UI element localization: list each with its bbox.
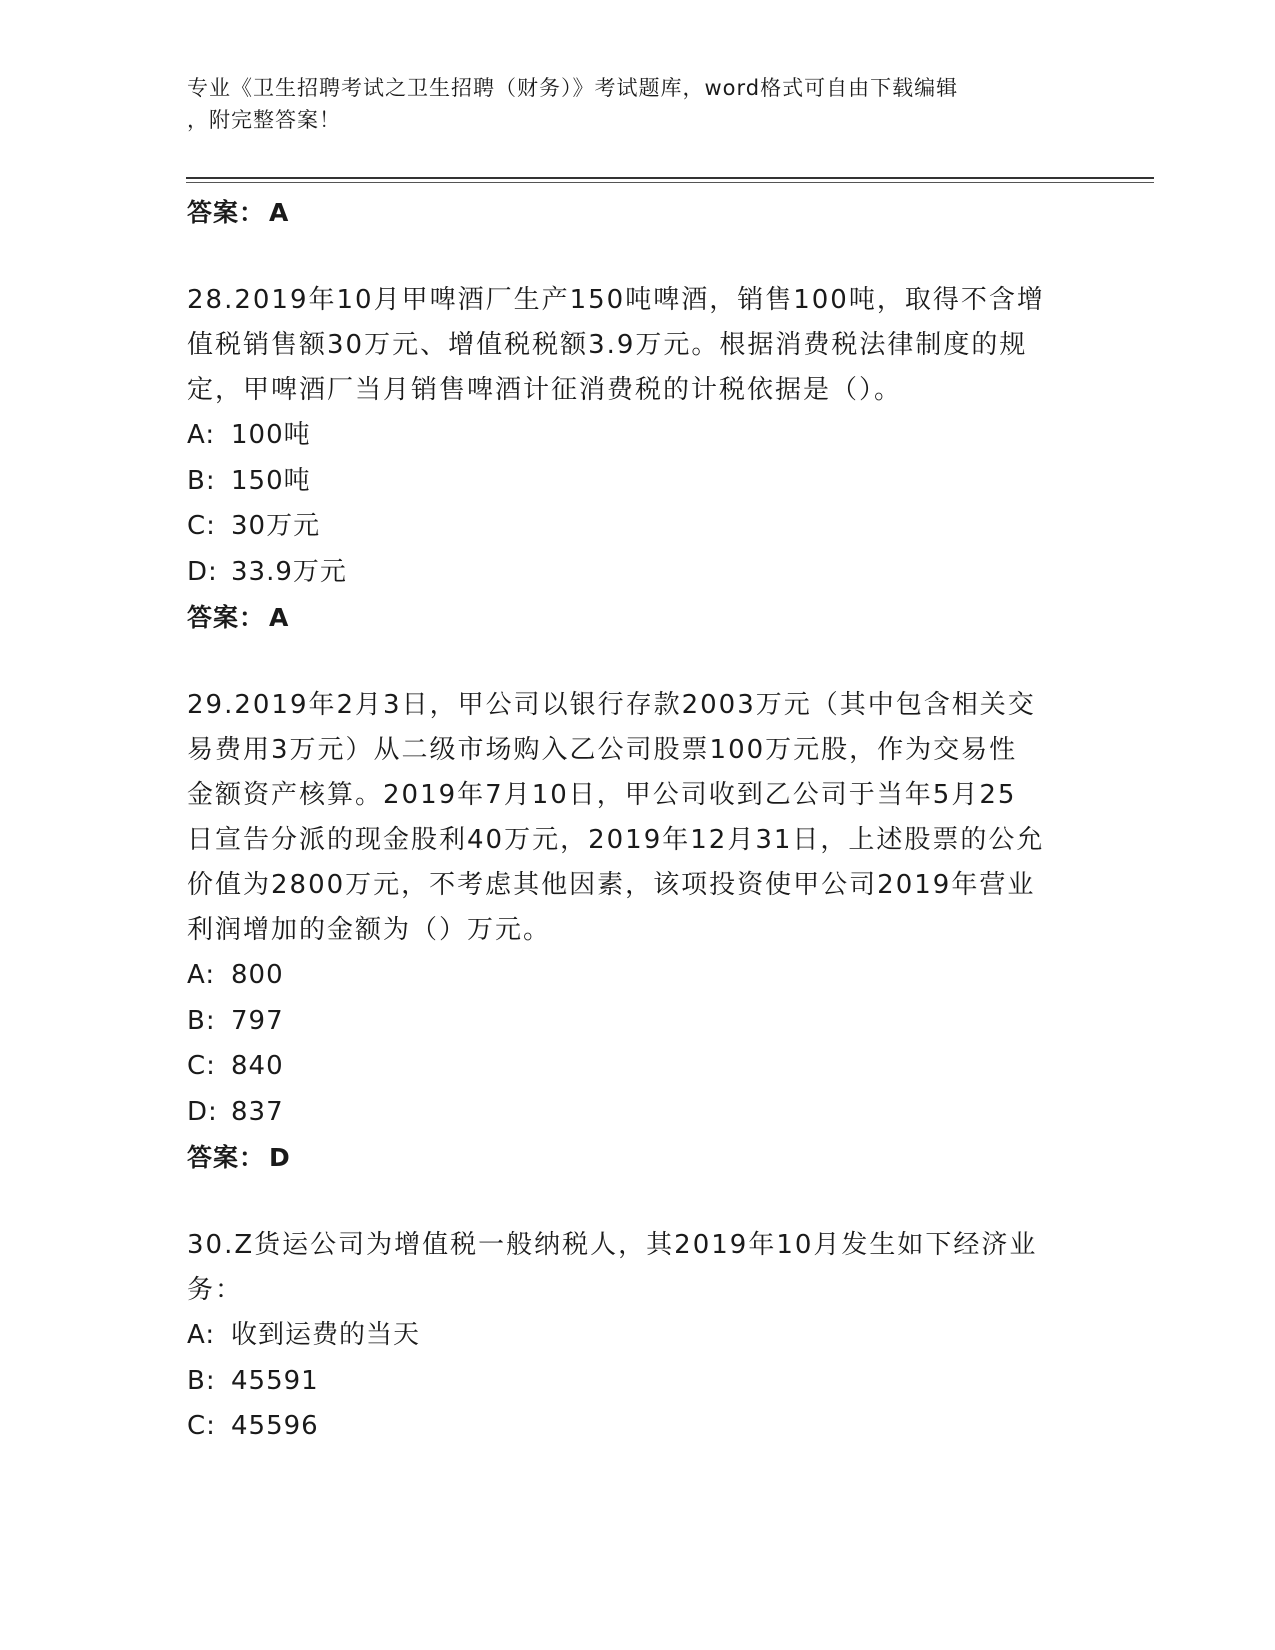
question-block bbox=[187, 683, 1087, 1181]
question-text-line: 值税销售额30万元、增值税税额3.9万元。根据消费税法律制度的规 bbox=[187, 330, 1028, 360]
option-letter: D: bbox=[187, 556, 218, 587]
option-d bbox=[187, 550, 1087, 596]
option-text: 30万元 bbox=[231, 511, 321, 541]
answer-line bbox=[187, 1135, 1087, 1181]
answer-line bbox=[187, 190, 1087, 236]
question-text-line: 定，甲啤酒厂当月销售啤酒计征消费税的计税依据是（）。 bbox=[187, 375, 903, 405]
option-a bbox=[187, 1313, 1087, 1359]
answer-label: 答案： bbox=[187, 603, 266, 632]
header-line-2: ，附完整答案！ bbox=[187, 108, 341, 132]
option-text: 100吨 bbox=[231, 420, 311, 450]
option-c bbox=[187, 504, 1087, 550]
option-a bbox=[187, 953, 1087, 999]
answer-value: D bbox=[269, 1143, 291, 1172]
option-b bbox=[187, 1359, 1087, 1405]
question-block bbox=[187, 278, 1087, 641]
option-text: 45591 bbox=[231, 1365, 319, 1396]
option-letter: A: bbox=[187, 1320, 216, 1350]
answer-label: 答案： bbox=[187, 1143, 266, 1172]
question-list bbox=[187, 190, 1087, 1450]
option-text: 150吨 bbox=[231, 465, 311, 496]
header-line-1: 专业《卫生招聘考试之卫生招聘（财务）》考试题库，word格式可自由下载编辑 bbox=[187, 76, 959, 100]
option-b bbox=[187, 459, 1087, 505]
question-text-line: 28.2019年10月甲啤酒厂生产150吨啤酒，销售100吨，取得不含增 bbox=[187, 285, 1045, 315]
option-text: 837 bbox=[231, 1096, 284, 1127]
header-divider-thick bbox=[186, 177, 1154, 179]
option-letter: B: bbox=[187, 465, 216, 496]
option-letter: B: bbox=[187, 1005, 216, 1036]
option-text: 收到运费的当天 bbox=[231, 1320, 421, 1350]
header-divider-thin bbox=[186, 182, 1154, 183]
option-c bbox=[187, 1044, 1087, 1090]
option-letter: A: bbox=[187, 420, 216, 450]
option-letter: C: bbox=[187, 1051, 216, 1081]
answer-line bbox=[187, 595, 1087, 641]
option-letter: B: bbox=[187, 1365, 216, 1396]
option-a bbox=[187, 413, 1087, 459]
document-header bbox=[187, 72, 1067, 136]
question-text-line: 利润增加的金额为（）万元。 bbox=[187, 915, 552, 945]
option-letter: D: bbox=[187, 1096, 218, 1127]
option-letter: C: bbox=[187, 511, 216, 541]
question-block bbox=[187, 1223, 1087, 1450]
question-text-line: 务： bbox=[187, 1275, 244, 1305]
answer-value: A bbox=[269, 603, 290, 632]
question-text-line: 易费用3万元）从二级市场购入乙公司股票100万元股，作为交易性 bbox=[187, 735, 1018, 765]
option-letter: C: bbox=[187, 1411, 216, 1441]
option-letter: A: bbox=[187, 960, 216, 990]
question-text-line: 价值为2800万元，不考虑其他因素，该项投资使甲公司2019年营业 bbox=[187, 870, 1036, 900]
option-b bbox=[187, 999, 1087, 1045]
option-text: 45596 bbox=[231, 1411, 319, 1441]
answer-value: A bbox=[269, 198, 290, 227]
option-text: 797 bbox=[231, 1005, 284, 1036]
answer-label: 答案： bbox=[187, 198, 266, 227]
option-text: 33.9万元 bbox=[231, 556, 347, 587]
option-c bbox=[187, 1404, 1087, 1450]
question-text-line: 30.Z货运公司为增值税一般纳税人，其2019年10月发生如下经济业 bbox=[187, 1230, 1038, 1260]
option-d bbox=[187, 1090, 1087, 1136]
question-text-line: 日宣告分派的现金股利40万元，2019年12月31日，上述股票的公允 bbox=[187, 825, 1045, 855]
option-text: 800 bbox=[231, 960, 284, 990]
question-text-line: 29.2019年2月3日，甲公司以银行存款2003万元（其中包含相关交 bbox=[187, 690, 1036, 720]
option-text: 840 bbox=[231, 1051, 284, 1081]
question-text-line: 金额资产核算。2019年7月10日，甲公司收到乙公司于当年5月25 bbox=[187, 780, 1017, 810]
